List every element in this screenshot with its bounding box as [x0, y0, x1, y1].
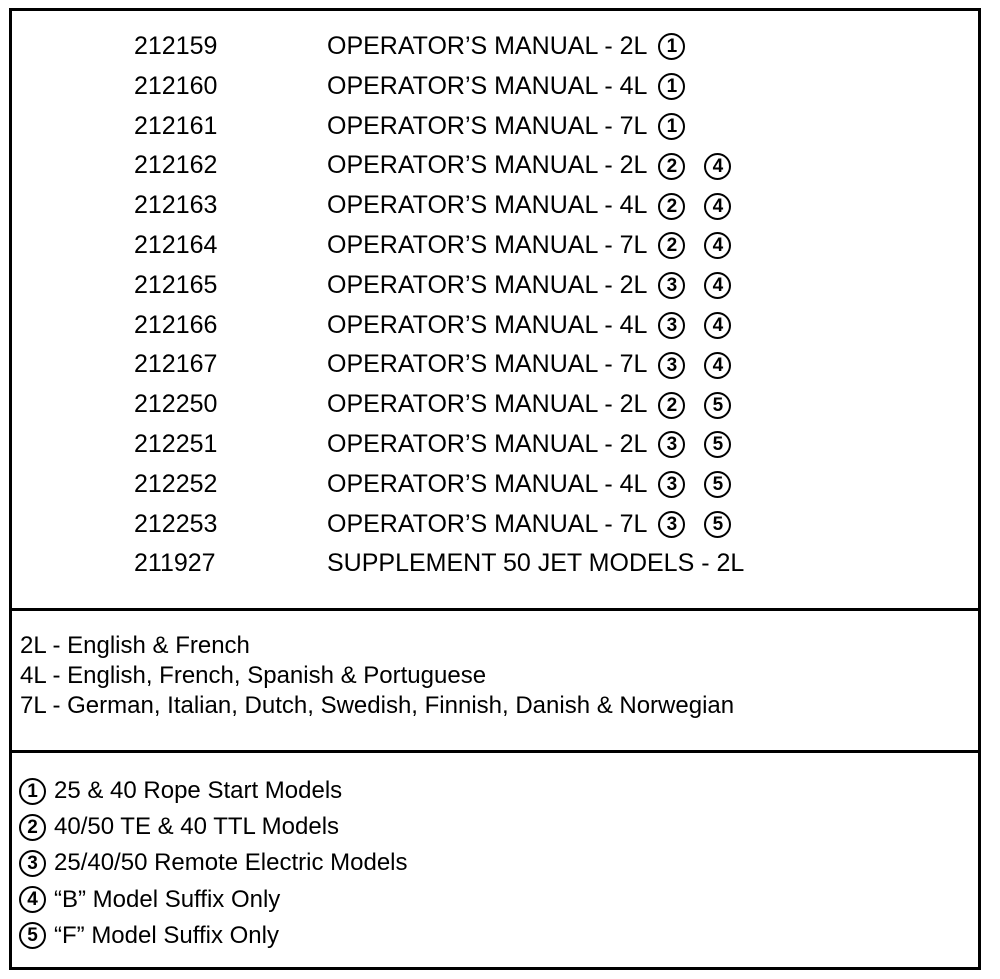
- note-marker-icon: 2: [19, 814, 46, 841]
- footnote-line: [19, 882, 408, 918]
- part-number: 212163: [134, 191, 218, 220]
- note-marker-icon: 4: [704, 272, 731, 299]
- part-number: 212165: [134, 270, 218, 299]
- footnote-line: [19, 809, 408, 845]
- part-number: 212164: [134, 230, 218, 259]
- part-description-text: OPERATOR’S MANUAL - 7L: [327, 230, 648, 259]
- part-row: [12, 146, 978, 186]
- part-description: [327, 345, 731, 385]
- part-description-text: OPERATOR’S MANUAL - 2L: [327, 390, 648, 419]
- part-description-text: OPERATOR’S MANUAL - 7L: [327, 350, 648, 379]
- part-description-text: OPERATOR’S MANUAL - 4L: [327, 310, 648, 339]
- part-number: 211927: [134, 549, 216, 578]
- part-description: [327, 146, 731, 186]
- note-marker-icon: 4: [704, 193, 731, 220]
- note-marker-icon: 3: [658, 272, 685, 299]
- parts-section: [12, 11, 978, 611]
- note-marker-icon: 1: [19, 778, 46, 805]
- footnote-line: [19, 773, 408, 809]
- note-marker-icon: 4: [704, 153, 731, 180]
- note-marker-icon: 1: [658, 73, 685, 100]
- part-row: [12, 505, 978, 545]
- language-list: [20, 631, 734, 721]
- part-row: [12, 266, 978, 306]
- note-marker-icon: 4: [704, 352, 731, 379]
- footnote-text: 25 & 40 Rope Start Models: [54, 777, 343, 805]
- note-marker-icon: 5: [704, 471, 731, 498]
- part-description-text: OPERATOR’S MANUAL - 7L: [327, 111, 648, 140]
- part-row: [12, 226, 978, 266]
- part-row: [12, 345, 978, 385]
- part-description-text: OPERATOR’S MANUAL - 2L: [327, 429, 648, 458]
- note-marker-icon: 1: [658, 33, 685, 60]
- language-code-line: 2L - English & French: [20, 632, 250, 659]
- part-description: [327, 425, 731, 465]
- note-marker-icon: 5: [704, 431, 731, 458]
- footnote-list: [19, 773, 408, 954]
- part-description-text: SUPPLEMENT 50 JET MODELS - 2L: [327, 549, 745, 578]
- part-number: 212251: [134, 429, 218, 458]
- part-description: [327, 505, 731, 545]
- note-marker-icon: 5: [704, 511, 731, 538]
- footnote-line: [19, 845, 408, 881]
- part-description-text: OPERATOR’S MANUAL - 2L: [327, 151, 648, 180]
- part-description: [327, 107, 685, 147]
- part-description: [327, 385, 731, 425]
- part-row: [12, 544, 978, 584]
- parts-list: [12, 27, 978, 584]
- part-description-text: OPERATOR’S MANUAL - 2L: [327, 32, 648, 60]
- note-marker-icon: 3: [658, 511, 685, 538]
- part-description: [327, 465, 731, 505]
- part-row: [12, 385, 978, 425]
- note-marker-icon: 2: [658, 153, 685, 180]
- note-marker-icon: 3: [658, 431, 685, 458]
- part-row: [12, 306, 978, 346]
- part-number: 212159: [134, 32, 218, 60]
- note-marker-icon: 5: [704, 392, 731, 419]
- note-marker-icon: 4: [704, 232, 731, 259]
- part-description: [327, 266, 731, 306]
- part-row: [12, 107, 978, 147]
- part-number: 212253: [134, 509, 218, 538]
- note-marker-icon: 2: [658, 232, 685, 259]
- part-row: [12, 465, 978, 505]
- part-description: [327, 67, 685, 107]
- footnote-text: “F” Model Suffix Only: [54, 921, 279, 949]
- note-marker-icon: 3: [658, 352, 685, 379]
- language-code-line: 4L - English, French, Spanish & Portuguese: [20, 662, 487, 689]
- note-marker-icon: 4: [19, 886, 46, 913]
- footnote-text: 25/40/50 Remote Electric Models: [54, 849, 408, 877]
- note-marker-icon: 4: [704, 312, 731, 339]
- part-number: 212166: [134, 310, 218, 339]
- footnote-line: [19, 918, 408, 954]
- part-description-text: OPERATOR’S MANUAL - 7L: [327, 509, 648, 538]
- part-number: 212250: [134, 390, 218, 419]
- part-description-text: OPERATOR’S MANUAL - 4L: [327, 71, 648, 100]
- note-marker-icon: 2: [658, 392, 685, 419]
- part-description-text: OPERATOR’S MANUAL - 2L: [327, 270, 648, 299]
- note-marker-icon: 1: [658, 113, 685, 140]
- part-row: [12, 425, 978, 465]
- part-row: [12, 67, 978, 107]
- part-description-text: OPERATOR’S MANUAL - 4L: [327, 191, 648, 220]
- language-code-line: 7L - German, Italian, Dutch, Swedish, Finnish, Danish & Norwegian: [20, 692, 735, 719]
- part-number: 212252: [134, 469, 218, 498]
- part-description: [327, 544, 744, 584]
- part-row: [12, 27, 978, 67]
- note-marker-icon: 3: [658, 312, 685, 339]
- part-number: 212161: [134, 111, 218, 140]
- part-description-text: OPERATOR’S MANUAL - 4L: [327, 469, 648, 498]
- part-row: [12, 186, 978, 226]
- footnote-legend: [12, 753, 978, 967]
- part-description: [327, 306, 731, 346]
- note-marker-icon: 5: [19, 922, 46, 949]
- footnote-text: 40/50 TE & 40 TTL Models: [54, 813, 340, 841]
- note-marker-icon: 3: [658, 471, 685, 498]
- note-marker-icon: 3: [19, 850, 46, 877]
- language-legend: [12, 611, 978, 753]
- part-number: 212162: [134, 151, 218, 180]
- document-frame: [9, 8, 981, 970]
- part-description: [327, 27, 685, 67]
- footnote-text: “B” Model Suffix Only: [54, 885, 281, 913]
- part-number: 212167: [134, 350, 218, 379]
- note-marker-icon: 2: [658, 193, 685, 220]
- part-description: [327, 186, 731, 226]
- part-description: [327, 226, 731, 266]
- part-number: 212160: [134, 71, 218, 100]
